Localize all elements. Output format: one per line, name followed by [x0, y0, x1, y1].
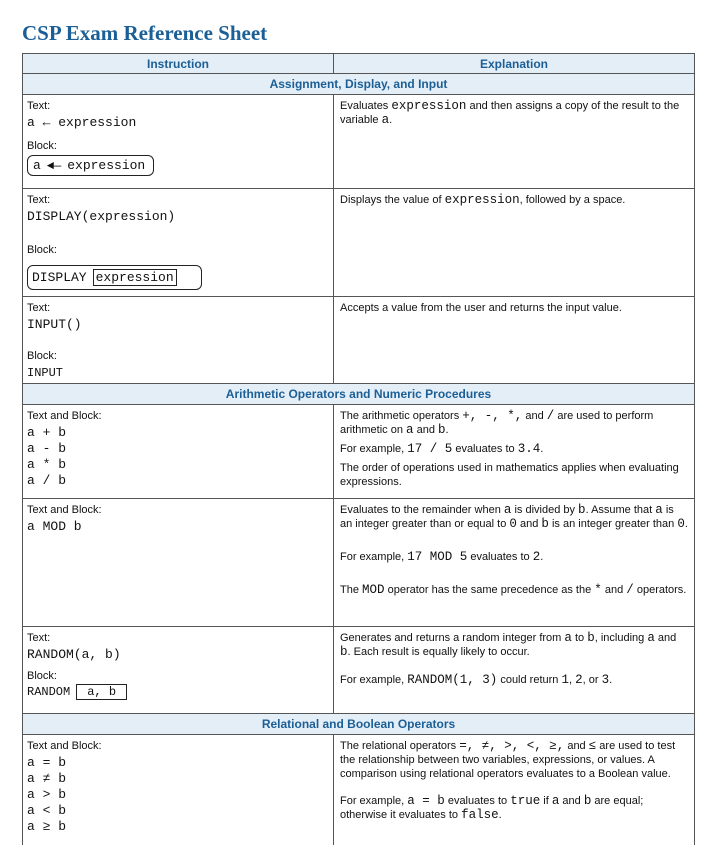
column-header-explanation: Explanation: [479, 57, 548, 71]
text-and-block-label: Text and Block:: [27, 504, 102, 516]
explanation-cell: Generates and returns a random integer from a to b, including a and b. Each result is equally likely to occur. For example, RANDOM(1, 3) could return 1, 2, or 3.: [340, 631, 677, 687]
text-label: Text:: [27, 194, 51, 206]
row-display: [23, 189, 694, 297]
arith-line: a - b: [27, 441, 67, 456]
row-assignment: [23, 95, 694, 189]
column-header-instruction: Instruction: [23, 54, 334, 73]
assignment-block: a ◄— expression: [27, 155, 154, 176]
page-title: CSP Exam Reference Sheet: [22, 21, 268, 45]
section-assignment: Assignment, Display, and Input: [23, 74, 694, 95]
instruction-cell: [23, 405, 334, 498]
block-label: Block:: [27, 244, 57, 256]
explanation-cell: The arithmetic operators +, -, *, and / are used to perform arithmetic on a and b. For example, 17 / 5 evaluates to 3.4. The order of operations used in mathematics applies when evaluating expressions.: [340, 409, 679, 488]
explanation-cell: Displays the value of expression, followed by a space.: [340, 193, 626, 207]
row-input: [23, 297, 694, 384]
input-block-code: INPUT: [27, 366, 64, 380]
instruction-cell: [23, 627, 334, 713]
row-relational: [23, 735, 694, 845]
instruction-cell: [23, 735, 334, 845]
section-relational: Relational and Boolean Operators: [23, 714, 694, 735]
explanation-cell: Evaluates expression and then assigns a copy of the result to the variable a.: [340, 99, 680, 127]
block-label: Block:: [27, 350, 57, 362]
instruction-cell: [23, 499, 334, 626]
relational-line: a ≠ b: [27, 771, 67, 786]
instruction-cell: [23, 95, 334, 188]
relational-line: a < b: [27, 803, 67, 818]
display-text-code: DISPLAY(expression): [27, 209, 176, 224]
explanation-cell: Accepts a value from the user and returns the input value.: [340, 302, 622, 314]
text-and-block-label: Text and Block:: [27, 410, 102, 422]
reference-table: [22, 53, 695, 845]
instruction-cell: [23, 297, 334, 383]
explanation-cell: Evaluates to the remainder when a is divided by b. Assume that a is an integer greater than or equal to 0 and b is an integer greater than 0. For example, 17 MOD 5 evaluates to 2. The MOD operator has the same precedence as the * and / operators.: [340, 503, 688, 597]
assignment-text-code: a ← expression: [27, 115, 137, 130]
input-text-code: INPUT(): [27, 317, 82, 332]
text-label: Text:: [27, 302, 51, 314]
relational-line: a = b: [27, 755, 67, 770]
text-and-block-label: Text and Block:: [27, 740, 102, 752]
left-arrow-icon: ◄—: [46, 158, 62, 173]
row-arithmetic: [23, 405, 694, 499]
block-label: Block:: [27, 670, 57, 682]
arith-line: a * b: [27, 457, 67, 472]
section-arithmetic: Arithmetic Operators and Numeric Procedures: [23, 384, 694, 405]
row-mod: [23, 499, 694, 627]
relational-line: a > b: [27, 787, 67, 802]
column-header-row: [23, 53, 694, 74]
explanation-cell: The relational operators =, ≠, >, <, ≥, and ≤ are used to test the relationship between two variables, expressions, or values. A comparison using relational operators evaluates to a Boolean value. For example, a = b evaluates to true if a and b are equal; otherwise it evaluates to false.: [340, 739, 676, 822]
random-block: RANDOM a, b: [27, 685, 329, 699]
random-text-code: RANDOM(a, b): [27, 647, 121, 662]
display-block: DISPLAY expression: [27, 265, 202, 290]
mod-line: a MOD b: [27, 519, 82, 534]
block-label: Block:: [27, 140, 57, 152]
text-label: Text:: [27, 632, 51, 644]
relational-line: a ≥ b: [27, 819, 67, 834]
row-random: [23, 627, 694, 714]
text-label: Text:: [27, 100, 51, 112]
arith-line: a / b: [27, 473, 67, 488]
arith-line: a + b: [27, 425, 67, 440]
instruction-cell: [23, 189, 334, 296]
